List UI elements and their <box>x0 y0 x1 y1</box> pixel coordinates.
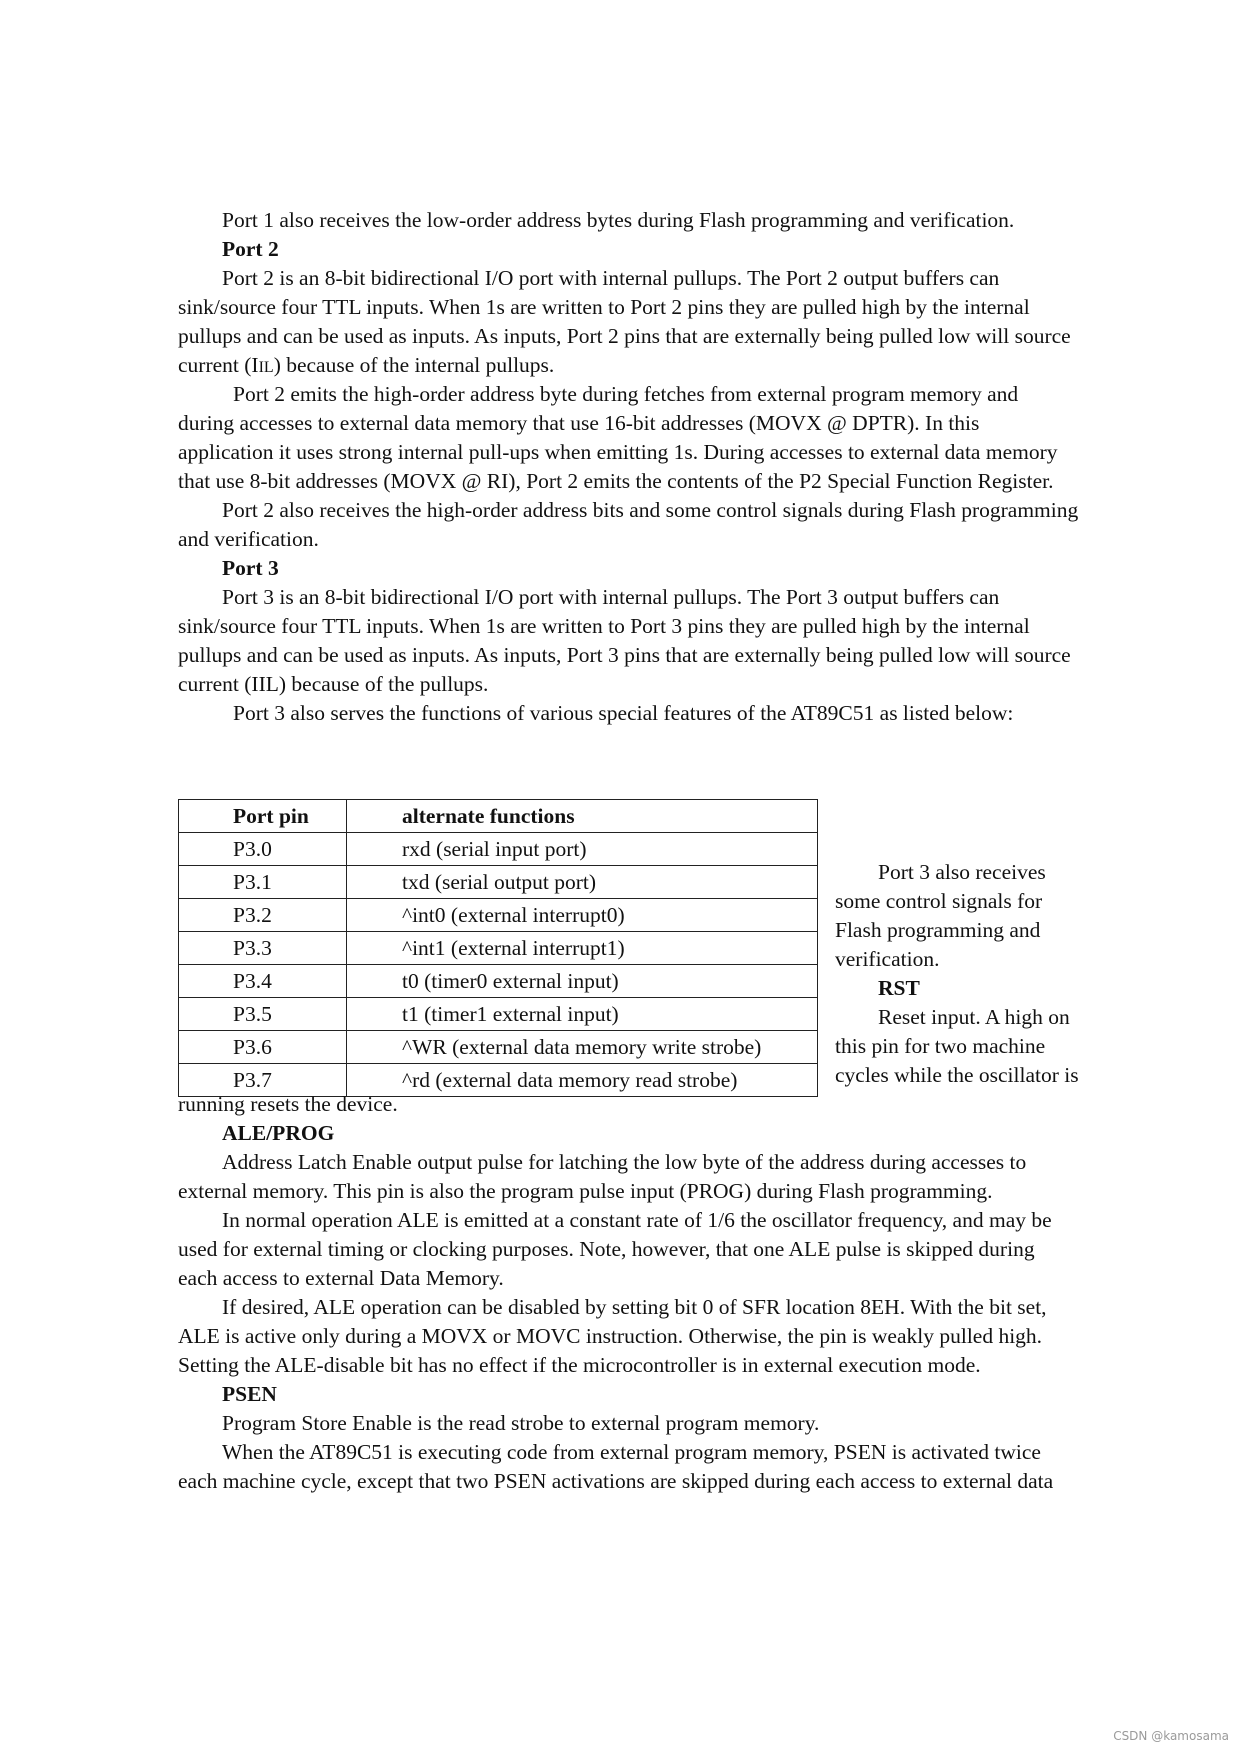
paragraph-line: Address Latch Enable output pulse for latching the low byte of the address during accesses to <box>222 1150 1027 1174</box>
paragraph-line: Port 2 is an 8-bit bidirectional I/O port with internal pullups. The Port 2 output buffers can <box>222 266 1000 290</box>
table-cell-function: ^rd (external data memory read strobe) <box>347 1064 818 1097</box>
table-cell-pin: P3.7 <box>179 1064 347 1097</box>
paragraph-line <box>178 352 554 381</box>
paragraph-line: running resets the device. <box>178 1092 398 1116</box>
paragraph-line: application it uses strong internal pull-ups when emitting 1s. During accesses to external data memory <box>178 440 1058 464</box>
watermark: CSDN @kamosama <box>1113 1729 1229 1743</box>
table-header-cell: Port pin <box>179 800 347 833</box>
paragraph-line: Reset input. A high on <box>878 1005 1070 1029</box>
table-cell-function: ^int1 (external interrupt1) <box>347 932 818 965</box>
paragraph-line: Flash programming and <box>835 918 1041 942</box>
port3-functions-table <box>178 799 818 1097</box>
paragraph-line: Port 2 emits the high-order address byte during fetches from external program memory and <box>233 382 1019 406</box>
table-row <box>179 866 818 899</box>
table-cell-pin: P3.0 <box>179 833 347 866</box>
paragraph-line: some control signals for <box>835 889 1043 913</box>
table-row <box>179 833 818 866</box>
section-heading-rst: RST <box>878 976 920 1000</box>
paragraph-line: cycles while the oscillator is <box>835 1063 1079 1087</box>
table-cell-pin: P3.1 <box>179 866 347 899</box>
paragraph-line: during accesses to external data memory that use 16-bit addresses (MOVX @ DPTR). In this <box>178 411 980 435</box>
paragraph-line: Port 1 also receives the low-order address bytes during Flash programming and verification. <box>222 208 1015 232</box>
table-cell-function: t1 (timer1 external input) <box>347 998 818 1031</box>
table-header-row <box>179 800 818 833</box>
paragraph-line: each access to external Data Memory. <box>178 1266 504 1290</box>
paragraph-line: Port 3 also serves the functions of various special features of the AT89C51 as listed below: <box>233 701 1014 725</box>
paragraph-line: pullups and can be used as inputs. As inputs, Port 2 pins that are externally being pulled low will source <box>178 324 1071 348</box>
text-run: ) because of the internal pullups. <box>273 353 555 377</box>
paragraph-line: pullups and can be used as inputs. As inputs, Port 3 pins that are externally being pulled low will source <box>178 643 1071 667</box>
paragraph-line: verification. <box>835 947 940 971</box>
table-row <box>179 899 818 932</box>
paragraph-line: Port 3 also receives <box>878 860 1046 884</box>
text-run: current (I <box>178 353 259 377</box>
table-row <box>179 932 818 965</box>
table-cell-function: t0 (timer0 external input) <box>347 965 818 998</box>
paragraph-line: sink/source four TTL inputs. When 1s are written to Port 2 pins they are pulled high by the internal <box>178 295 1030 319</box>
paragraph-line: each machine cycle, except that two PSEN activations are skipped during each access to external data <box>178 1469 1054 1493</box>
table-cell-function: txd (serial output port) <box>347 866 818 899</box>
section-heading-port3: Port 3 <box>222 556 279 580</box>
section-heading-port2: Port 2 <box>222 237 279 261</box>
paragraph-line: that use 8-bit addresses (MOVX @ RI), Port 2 emits the contents of the P2 Special Function Register. <box>178 469 1054 493</box>
paragraph-line: used for external timing or clocking purposes. Note, however, that one ALE pulse is skipped during <box>178 1237 1035 1261</box>
table-cell-pin: P3.6 <box>179 1031 347 1064</box>
paragraph-line: sink/source four TTL inputs. When 1s are written to Port 3 pins they are pulled high by the internal <box>178 614 1030 638</box>
paragraph-line: Port 3 is an 8-bit bidirectional I/O port with internal pullups. The Port 3 output buffers can <box>222 585 1000 609</box>
paragraph-line: ALE is active only during a MOVX or MOVC instruction. Otherwise, the pin is weakly pulled high. <box>178 1324 1043 1348</box>
paragraph-line: and verification. <box>178 527 319 551</box>
table-cell-pin: P3.5 <box>179 998 347 1031</box>
paragraph-line: Port 2 also receives the high-order address bits and some control signals during Flash programming <box>222 498 1079 522</box>
table-cell-function: ^WR (external data memory write strobe) <box>347 1031 818 1064</box>
table-cell-function: rxd (serial input port) <box>347 833 818 866</box>
paragraph-line: external memory. This pin is also the program pulse input (PROG) during Flash programming. <box>178 1179 993 1203</box>
paragraph-line: current (IIL) because of the pullups. <box>178 672 489 696</box>
table-cell-pin: P3.3 <box>179 932 347 965</box>
paragraph-line: If desired, ALE operation can be disabled by setting bit 0 of SFR location 8EH. With the bit set, <box>222 1295 1047 1319</box>
table-row <box>179 965 818 998</box>
table-row <box>179 1031 818 1064</box>
paragraph-line: Program Store Enable is the read strobe to external program memory. <box>222 1411 820 1435</box>
table-cell-pin: P3.4 <box>179 965 347 998</box>
paragraph-line: When the AT89C51 is executing code from external program memory, PSEN is activated twice <box>222 1440 1041 1464</box>
subscript-text: IL <box>258 359 274 376</box>
paragraph-line: Setting the ALE-disable bit has no effect if the microcontroller is in external execution mode. <box>178 1353 981 1377</box>
section-heading-psen: PSEN <box>222 1382 277 1406</box>
table-cell-function: ^int0 (external interrupt0) <box>347 899 818 932</box>
paragraph-line: In normal operation ALE is emitted at a constant rate of 1/6 the oscillator frequency, and may be <box>222 1208 1052 1232</box>
table-row <box>179 998 818 1031</box>
table-header-cell: alternate functions <box>347 800 818 833</box>
section-heading-ale: ALE/PROG <box>222 1121 335 1145</box>
paragraph-line: this pin for two machine <box>835 1034 1046 1058</box>
table-cell-pin: P3.2 <box>179 899 347 932</box>
